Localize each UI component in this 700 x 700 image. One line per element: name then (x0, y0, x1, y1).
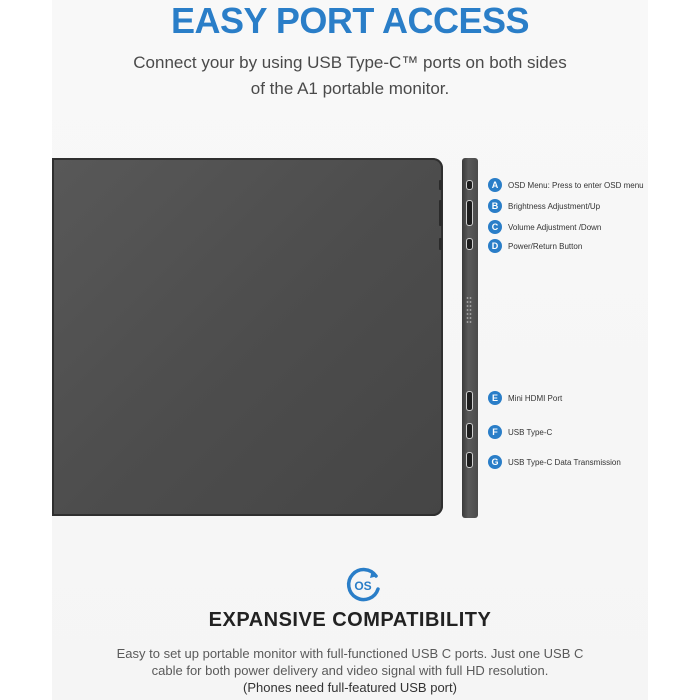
monitor-edge-button (439, 200, 442, 226)
legend-label: Mini HDMI Port (508, 393, 563, 403)
compatibility-body: Easy to set up portable monitor with full-functioned USB C ports. Just one USB C cable for both power delivery and video signal with full HD resolution. (116, 646, 584, 678)
power-button (466, 238, 473, 250)
legend-label: Power/Return Button (508, 241, 583, 251)
legend-badge-e: E (488, 391, 502, 405)
legend-label: Volume Adjustment /Down (508, 222, 602, 232)
osd-button (466, 180, 473, 190)
legend-label: USB Type-C (508, 427, 553, 437)
legend-label: OSD Menu: Press to enter OSD menu (508, 180, 644, 190)
compatibility-title: EXPANSIVE COMPATIBILITY (208, 609, 492, 631)
legend-item-volume (488, 220, 601, 234)
legend-label: USB Type-C Data Transmission (508, 457, 621, 467)
legend-badge-b: B (488, 199, 502, 213)
legend-item-power (488, 239, 582, 253)
legend-item-usb-c-data (488, 455, 621, 469)
page-subtitle: Connect your by using USB Type-C™ ports on both sides of the A1 portable monitor. (133, 53, 567, 98)
monitor-edge-button (439, 238, 442, 250)
legend-badge-a: A (488, 178, 502, 192)
legend-item-usb-c (488, 425, 552, 439)
mini-hdmi-port (466, 391, 473, 411)
brightness-volume-rocker (466, 200, 473, 226)
usb-c-port (466, 423, 473, 439)
monitor-screen (52, 158, 443, 516)
speaker-vents (466, 296, 472, 324)
os-circle-arrow-icon (343, 565, 383, 605)
legend-badge-c: C (488, 220, 502, 234)
legend-item-hdmi (488, 391, 562, 405)
legend-item-osd (488, 178, 644, 192)
monitor-edge-button (439, 180, 442, 190)
compatibility-note: (Phones need full-featured USB port) (243, 680, 457, 695)
legend-badge-g: G (488, 455, 502, 469)
legend-label: Brightness Adjustment/Up (508, 201, 601, 211)
page-title: EASY PORT ACCESS (170, 0, 530, 41)
legend-item-brightness (488, 199, 600, 213)
os-icon-text: OS (354, 579, 372, 593)
legend-badge-f: F (488, 425, 502, 439)
usb-c-data-port (466, 452, 473, 468)
legend-badge-d: D (488, 239, 502, 253)
